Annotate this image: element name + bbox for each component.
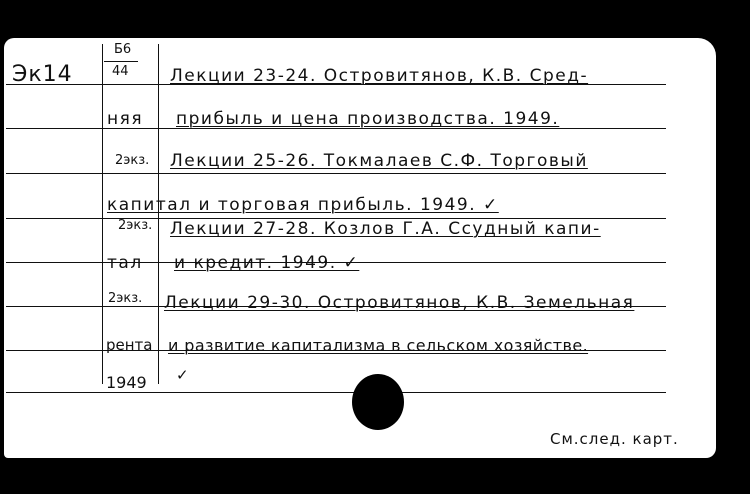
margin-line (102, 44, 103, 384)
shelf-mark-divider (104, 61, 138, 62)
ruled-line (6, 392, 666, 393)
entry-line: и развитие капитализма в сельском хозяйстве. (168, 336, 589, 355)
shelf-mark-bottom: 44 (112, 64, 129, 79)
entry-line: Лекции 23-24. Островитянов, К.В. Сред- (170, 66, 589, 86)
entry-line: капитал и торговая прибыль. 1949. ✓ (107, 195, 499, 215)
shelf-mark-top: Б6 (114, 42, 132, 57)
copies-note: 2экз. (108, 291, 143, 306)
entry-margin-text: рента (106, 336, 153, 354)
entry-line: прибыль и цена производства. 1949. (176, 109, 560, 129)
punch-hole (352, 374, 404, 430)
next-card-note: См.след. карт. (550, 430, 679, 448)
copies-note: 2экз. (115, 153, 150, 168)
entry-margin-text: тал (107, 253, 143, 273)
entry-margin-text: 1949 (106, 373, 147, 392)
entry-margin-text: няя (107, 109, 144, 129)
entry-line: Лекции 27-28. Козлов Г.А. Ссудный капи- (170, 219, 601, 239)
ruled-line (6, 173, 666, 174)
entry-line: Лекции 25-26. Токмалаев С.Ф. Торговый (170, 151, 588, 171)
call-number: Эк14 (12, 62, 73, 87)
entry-line: Лекции 29-30. Островитянов, К.В. Земельная (164, 293, 635, 313)
checkmark-icon: ✓ (176, 366, 191, 384)
copies-note: 2экз. (118, 218, 153, 233)
entry-line: и кредит. 1949. ✓ (174, 253, 360, 273)
